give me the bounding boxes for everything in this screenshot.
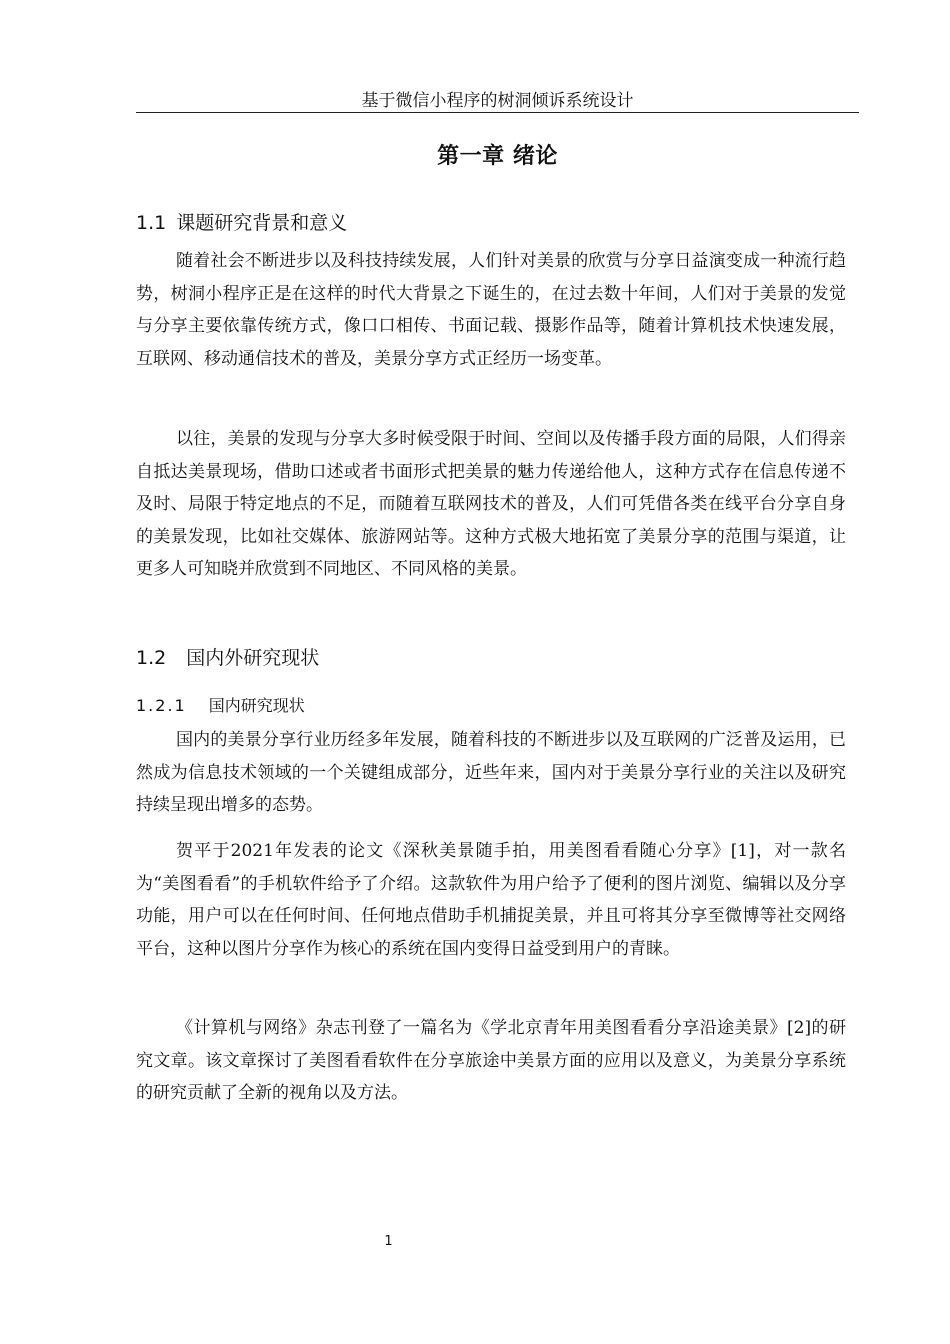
chapter-title: 第一章 绪论 (437, 144, 558, 169)
subsection-number: 1.2.1 (136, 696, 187, 715)
paragraph: 以往，美景的发现与分享大多时候受限于时间、空间以及传播手段方面的局限，人们得亲自抵达美景现场，借助口述或者书面形式把美景的魅力传递给他人，这种方式存在信息传递不及时、局限于特定地点的不足，而随着互联网技术的普及，人们可凭借各类在线平台分享自身的美景发现，比如社交媒体、旅游网站等。这种方式极大地拓宽了美景分享的范围与渠道，让更多人可知晓并欣赏到不同地区、不同风格的美景。 (136, 429, 846, 580)
paragraph: 随着社会不断进步以及科技持续发展，人们针对美景的欣赏与分享日益演变成一种流行趋势，树洞小程序正是在这样的时代大背景之下诞生的，在过去数十年间，人们对于美景的发觉与分享主要依靠传统方式，像口口相传、书面记载、摄影作品等，随着计算机技术快速发展，互联网、移动通信技术的普及，美景分享方式正经历一场变革。 (136, 251, 846, 369)
paragraph: 国内的美景分享行业历经多年发展，随着科技的不断进步以及互联网的广泛普及运用，已然成为信息技术领域的一个关键组成部分，近些年来，国内对于美景分享行业的关注以及研究持续呈现出增多的态势。 (136, 730, 846, 816)
header-rule (136, 112, 859, 113)
section-number: 1.2 (136, 647, 167, 669)
subsection-title: 国内研究现状 (208, 696, 305, 715)
section-title: 课题研究背景和意义 (176, 212, 348, 234)
running-header: 基于微信小程序的树洞倾诉系统设计 (361, 91, 634, 111)
paragraph: 贺平于2021年发表的论文《深秋美景随手拍，用美图看看随心分享》[1]，对一款名为“美图看看”的手机软件给予了介绍。这款软件为用户给予了便利的图片浏览、编辑以及分享功能，用户可以在任何时间、任何地点借助手机捕捉美景，并且可将其分享至微博等社交网络平台，这种以图片分享作为核心的系统在国内变得日益受到用户的青睐。 (136, 841, 846, 959)
page-number: 1 (384, 1234, 393, 1249)
subsection-heading-1-2-1 (136, 694, 305, 718)
section-title: 国内外研究现状 (186, 647, 320, 669)
paragraph: 《计算机与网络》杂志刊登了一篇名为《学北京青年用美图看看分享沿途美景》[2]的研究文章。该文章探讨了美图看看软件在分享旅途中美景方面的应用以及意义，为美景分享系统的研究贡献了全新的视角以及方法。 (136, 1018, 846, 1104)
section-heading-1-1 (136, 210, 347, 236)
section-number: 1.1 (136, 212, 167, 234)
section-heading-1-2 (136, 645, 319, 671)
